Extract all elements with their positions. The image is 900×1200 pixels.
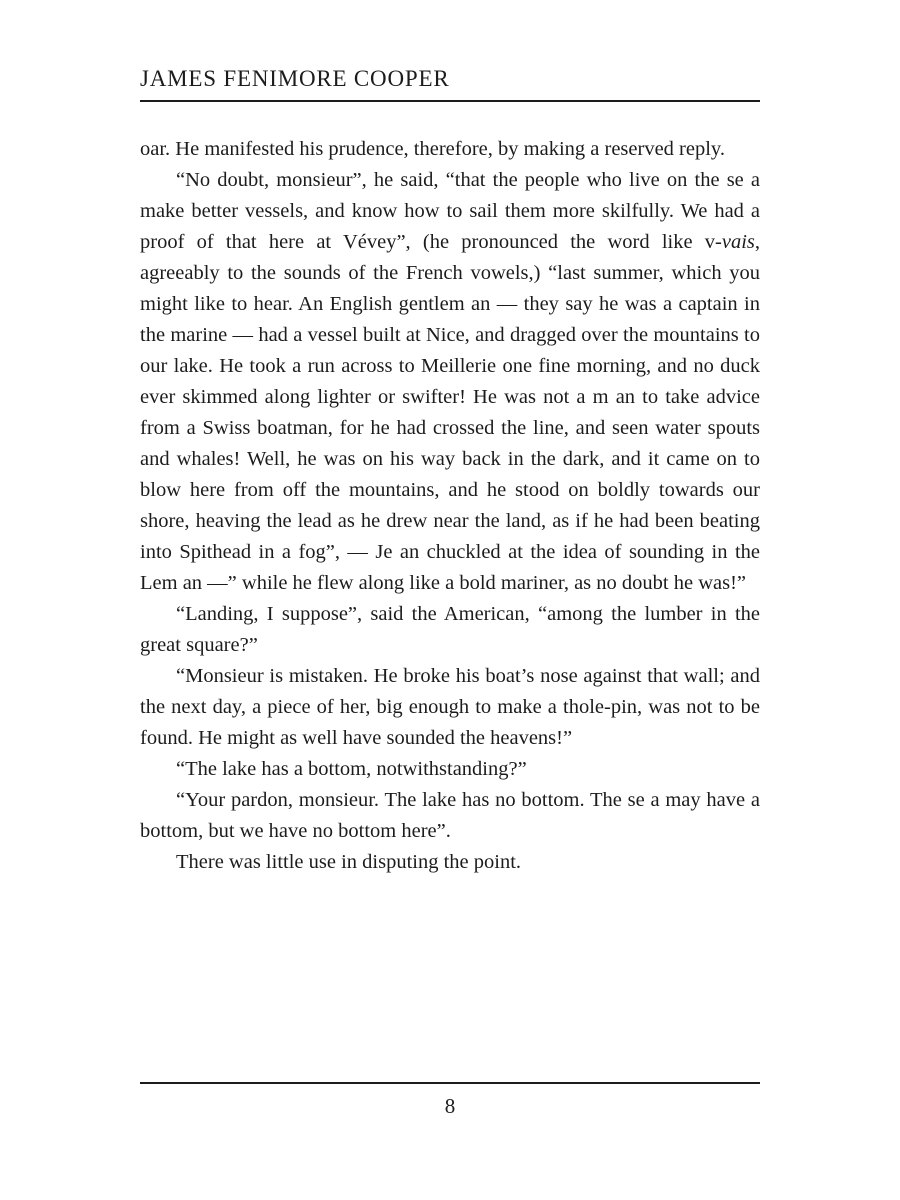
paragraph bbox=[140, 599, 760, 661]
text-run: “Monsieur is mistaken. He broke his boat’s nose against that wall; and the next day, a piece of her, big enough to make a thole-pin, was not to be found. He might as well have sounded the heavens!” bbox=[140, 665, 760, 749]
text-run: “Your pardon, monsieur. The lake has no bottom. The se a may have a bottom, but we have no bottom here”. bbox=[140, 789, 760, 842]
text-run: oar. He manifested his prudence, therefore, by making a reserved reply. bbox=[140, 138, 725, 160]
footer-rule bbox=[140, 1082, 760, 1084]
paragraph bbox=[140, 165, 760, 599]
text-run: “Landing, I suppose”, said the American, “among the lumber in the great square?” bbox=[140, 603, 760, 656]
text-run: “No doubt, monsieur”, he said, “that the people who live on the se a make better vessels, and know how to sail them more skilfully. We had a proof of that here at Vévey”, (he pronounced the word like v- bbox=[140, 169, 760, 253]
paragraph bbox=[140, 785, 760, 847]
paragraph bbox=[140, 847, 760, 878]
running-header bbox=[140, 66, 760, 102]
page-number: 8 bbox=[444, 1094, 456, 1118]
text-run: There was little use in disputing the point. bbox=[176, 851, 522, 873]
paragraph bbox=[140, 754, 760, 785]
paragraph bbox=[140, 661, 760, 754]
text-run: “The lake has a bottom, notwithstanding?” bbox=[176, 758, 527, 780]
body-text bbox=[140, 134, 760, 878]
text-run: , agreeably to the sounds of the French vowels,) “last summer, which you might like to hear. An English gentlem an — they say he was a captain in the marine — had a vessel built at Nice, and dragged over the mountains to our lake. He took a run across to Meillerie one fine morning, and no duck ever skimmed along lighter or swifter! He was not a m an to take advice from a Swiss boatman, for he had crossed the line, and seen water spouts and whales! Well, he was on his way back in the dark, and it came on to blow here from off the mountains, and he stood on boldly towards our shore, heaving the lead as he drew near the land, as if he had been beating into Spithead in a fog”, — Je an chuckled at the idea of sounding in the Lem an —” while he flew along like a bold mariner, as no doubt he was!” bbox=[140, 231, 760, 594]
running-header-title: JAMES FENIMORE COOPER bbox=[140, 66, 450, 91]
italic-text-run: vais bbox=[721, 231, 755, 253]
paragraph bbox=[140, 134, 760, 165]
